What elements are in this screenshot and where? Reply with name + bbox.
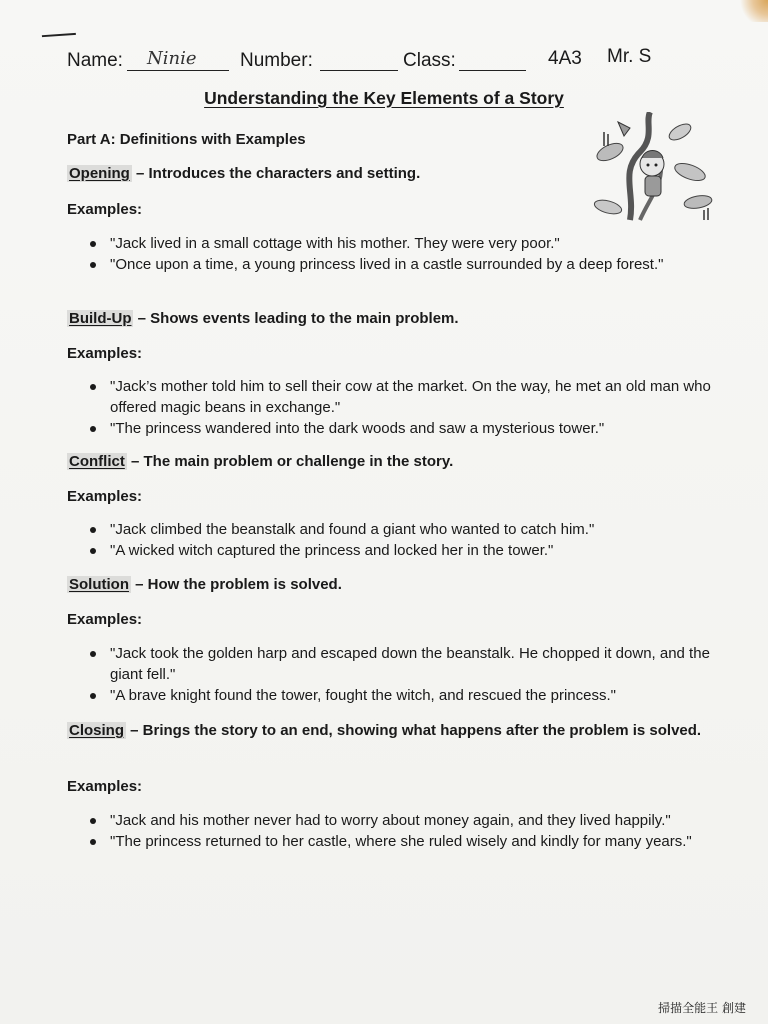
list-item: "The princess returned to her castle, where she ruled wisely and kindly for many years." (88, 831, 718, 852)
examples-label-closing: Examples: (67, 778, 143, 795)
term-buildup: Build-Up (69, 310, 132, 327)
class-label: Class: (403, 50, 456, 71)
list-item: "The princess wandered into the dark woods and saw a mysterious tower." (88, 418, 718, 439)
examples-list-opening (88, 233, 668, 275)
examples-list-buildup (88, 376, 718, 439)
number-label: Number: (240, 50, 313, 71)
list-item: "Once upon a time, a young princess lived in a castle surrounded by a deep forest." (88, 254, 668, 275)
title-text: Understanding the Key Elements of a Story (204, 88, 564, 108)
list-item: "Jack took the golden harp and escaped down the beanstalk. He chopped it down, and the giant fell." (88, 643, 728, 685)
term-opening: Opening (69, 165, 130, 182)
name-label: Name: (67, 50, 123, 71)
examples-list-conflict (88, 519, 718, 561)
section-solution-heading (67, 576, 342, 593)
term-conflict: Conflict (69, 453, 125, 470)
examples-label-opening: Examples: (67, 201, 143, 218)
name-handwritten: Ninie (147, 48, 197, 69)
examples-label-conflict: Examples: (67, 488, 143, 505)
scanner-watermark: 掃描全能王 創建 (658, 1001, 746, 1015)
page-corner-shadow (738, 0, 768, 22)
term-solution: Solution (69, 576, 129, 593)
examples-list-solution (88, 643, 728, 706)
pen-mark (42, 33, 76, 40)
part-heading: Part A: Definitions with Examples (67, 131, 306, 148)
definition-opening: – Introduces the characters and setting. (136, 165, 421, 182)
page-title (0, 88, 768, 109)
term-closing: Closing (69, 722, 124, 739)
beanstalk-illustration (590, 112, 718, 224)
number-blank (320, 52, 398, 71)
list-item: "Jack lived in a small cottage with his mother. They were very poor." (88, 233, 668, 254)
class-blank (459, 52, 526, 71)
list-item: "A wicked witch captured the princess and locked her in the tower." (88, 540, 718, 561)
definition-solution: – How the problem is solved. (135, 576, 342, 593)
section-opening-heading (67, 165, 420, 182)
definition-conflict: – The main problem or challenge in the story. (131, 453, 454, 470)
list-item: "Jack’s mother told him to sell their cow at the market. On the way, he met an old man who offered magic beans in exchange." (88, 376, 718, 418)
examples-list-closing (88, 810, 718, 852)
list-item: "A brave knight found the tower, fought the witch, and rescued the princess." (88, 685, 728, 706)
class-value: 4A3 (548, 48, 582, 69)
list-item: "Jack climbed the beanstalk and found a giant who wanted to catch him." (88, 519, 718, 540)
section-buildup-heading (67, 310, 459, 327)
definition-closing: – Brings the story to an end, showing what happens after the problem is solved. (130, 722, 702, 739)
examples-label-buildup: Examples: (67, 345, 143, 362)
section-conflict-heading (67, 453, 453, 470)
examples-label-solution: Examples: (67, 611, 143, 628)
teacher-name: Mr. S (607, 46, 652, 67)
definition-buildup: – Shows events leading to the main problem. (137, 310, 459, 327)
student-info-line (67, 48, 707, 78)
list-item: "Jack and his mother never had to worry about money again, and they lived happily." (88, 810, 718, 831)
section-closing-heading (67, 720, 717, 742)
